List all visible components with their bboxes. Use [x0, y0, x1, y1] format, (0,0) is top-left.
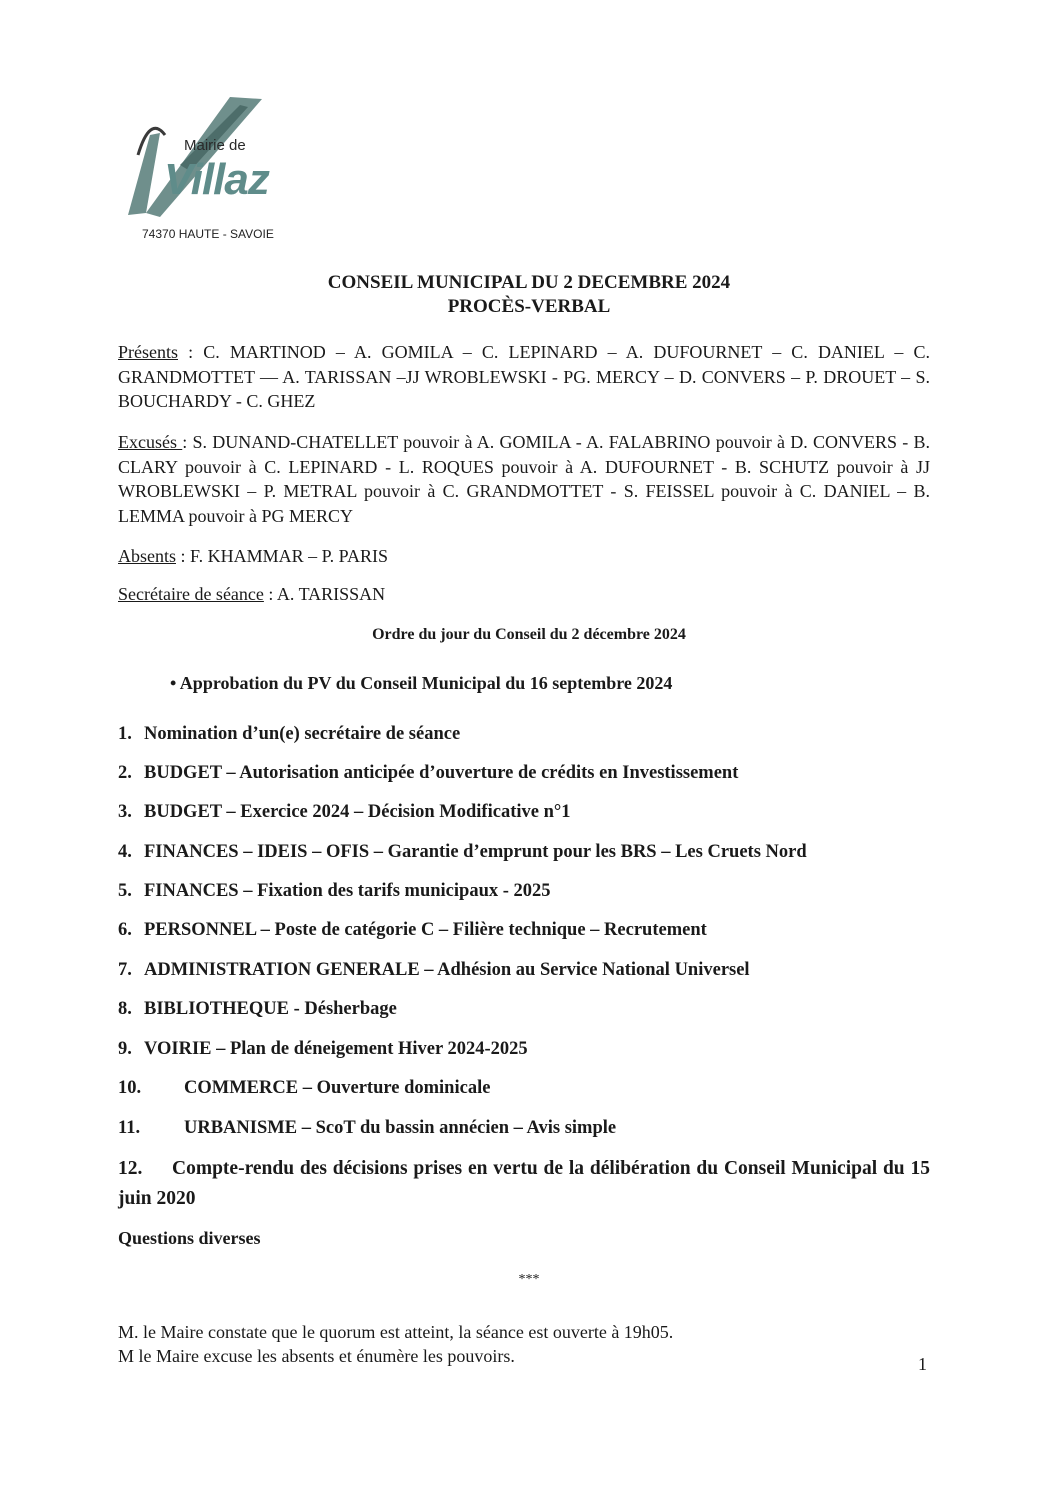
agenda-item: 1. Nomination d’un(e) secrétaire de séance — [118, 724, 461, 744]
agenda-item: 12. Compte-rendu des décisions prises en vertu de la délibération du Conseil Municipal du 15 juin 2020 — [118, 1158, 930, 1209]
agenda-item: 9. VOIRIE – Plan de déneigement Hiver 2024-2025 — [118, 1039, 528, 1059]
agenda-item: 2. BUDGET – Autorisation anticipée d’ouverture de crédits en Investissement — [118, 763, 739, 783]
agenda-item: 5. FINANCES – Fixation des tarifs municipaux - 2025 — [118, 881, 551, 901]
absents-paragraph — [118, 544, 930, 569]
agenda-approbation: • Approbation du PV du Conseil Municipal du 16 septembre 2024 — [170, 673, 673, 693]
excuses-paragraph — [118, 430, 930, 528]
presents-text: : C. MARTINOD – A. GOMILA – C. LEPINARD – A. DUFOURNET – C. DANIEL – C. GRANDMOTTET — A. TARISSAN –JJ WROBLEWSKI - PG. MERCY – D. CONVERS – P. DROUET – S. BOUCHARDY - C. GHEZ — [118, 342, 930, 411]
body-line-quorum: M. le Maire constate que le quorum est atteint, la séance est ouverte à 19h05. — [118, 1322, 674, 1342]
secretaire-label: Secrétaire de séance — [118, 584, 264, 604]
section-separator: *** — [518, 1272, 540, 1287]
excuses-label: Excusés — [118, 432, 183, 452]
agenda-item: 4. FINANCES – IDEIS – OFIS – Garantie d’emprunt pour les BRS – Les Cruets Nord — [118, 842, 807, 862]
agenda-item: 7. ADMINISTRATION GENERALE – Adhésion au Service National Universel — [118, 960, 750, 980]
mairie-logo — [120, 95, 320, 250]
secretaire-paragraph — [118, 582, 930, 607]
logo-villaz: Villaz — [164, 155, 269, 204]
logo-mairie-de: Mairie de — [184, 137, 246, 154]
page-number: 1 — [918, 1354, 927, 1374]
presents-paragraph — [118, 340, 930, 414]
agenda-item: 6. PERSONNEL – Poste de catégorie C – Filière technique – Recrutement — [118, 920, 707, 940]
logo-address: 74370 HAUTE - SAVOIE — [142, 227, 274, 241]
secretaire-text: : A. TARISSAN — [263, 584, 386, 604]
questions-diverses: Questions diverses — [118, 1228, 261, 1248]
body-line-pouvoirs: M le Maire excuse les absents et énumère les pouvoirs. — [118, 1346, 515, 1366]
absents-label: Absents — [118, 546, 176, 566]
agenda-item: 10. COMMERCE – Ouverture dominicale — [118, 1078, 491, 1098]
absents-text: : F. KHAMMAR – P. PARIS — [176, 546, 388, 566]
document-title: CONSEIL MUNICIPAL DU 2 DECEMBRE 2024 — [327, 272, 731, 293]
agenda-item: 3. BUDGET – Exercice 2024 – Décision Modificative n°1 — [118, 802, 571, 822]
agenda-heading: Ordre du jour du Conseil du 2 décembre 2024 — [372, 626, 686, 643]
excuses-text: : S. DUNAND-CHATELLET pouvoir à A. GOMILA - A. FALABRINO pouvoir à D. CONVERS - B. CLARY pouvoir à C. LEPINARD - L. ROQUES pouvoir à A. DUFOURNET - B. SCHUTZ pouvoir à JJ WROBLEWSKI – P. METRAL pouvoir à C. GRANDMOTTET - S. FEISSEL pouvoir à C. DANIEL – B. LEMMA pouvoir à PG MERCY — [118, 432, 931, 526]
agenda-item: 11. URBANISME – ScoT du bassin annécien – Avis simple — [118, 1118, 617, 1138]
presents-label: Présents — [118, 342, 178, 362]
agenda-item: 8. BIBLIOTHEQUE - Désherbage — [118, 999, 397, 1019]
document-subtitle: PROCÈS-VERBAL — [447, 296, 611, 317]
